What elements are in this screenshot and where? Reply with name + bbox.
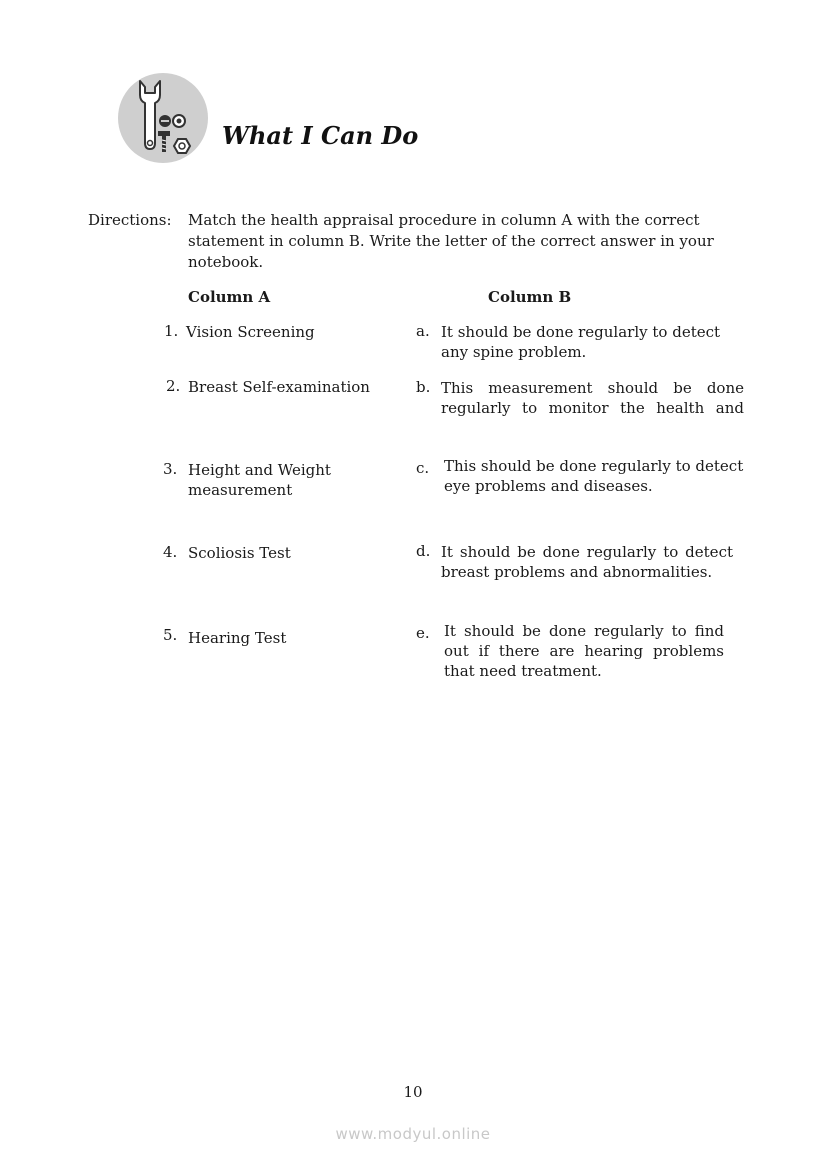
column-a-item: Vision Screening — [186, 323, 315, 341]
column-a-item: Height and Weight measurement — [188, 461, 331, 499]
item-number: 3. — [163, 460, 178, 478]
page-number: 10 — [403, 1083, 423, 1101]
directions-text: Match the health appraisal procedure in column A with the correct statement in column B. Write the letter of the correct answer in your notebook. — [188, 211, 714, 271]
item-letter: e. — [416, 624, 430, 642]
section-title: What I Can Do — [222, 121, 419, 150]
column-a-item: Breast Self-examination — [188, 378, 370, 396]
item-letter: a. — [416, 322, 430, 340]
item-letter: b. — [416, 378, 431, 396]
column-b-item: This should be done regularly to detect eye problems and diseases. — [444, 457, 744, 495]
tools-icon — [118, 73, 208, 163]
item-number: 4. — [163, 543, 178, 561]
column-b-item: This measurement should be done regularly to monitor the health and — [441, 379, 744, 417]
item-letter: d. — [416, 542, 431, 560]
item-letter: c. — [416, 459, 430, 477]
column-a-item: Hearing Test — [188, 629, 287, 647]
directions-label: Directions: — [88, 211, 172, 229]
item-number: 2. — [166, 377, 181, 395]
item-number: 5. — [163, 626, 178, 644]
watermark: www.modyul.online — [335, 1125, 491, 1143]
item-number: 1. — [164, 322, 179, 340]
column-b-item: It should be done regularly to detect any spine problem. — [441, 323, 721, 361]
column-a-item: Scoliosis Test — [188, 544, 291, 562]
column-b-header: Column B — [488, 288, 572, 306]
column-b-item: It should be done regularly to find out if there are hearing problems that need treatment. — [444, 622, 724, 680]
column-a-header: Column A — [188, 288, 271, 306]
column-b-item: It should be done regularly to detect breast problems and abnormalities. — [441, 543, 733, 581]
